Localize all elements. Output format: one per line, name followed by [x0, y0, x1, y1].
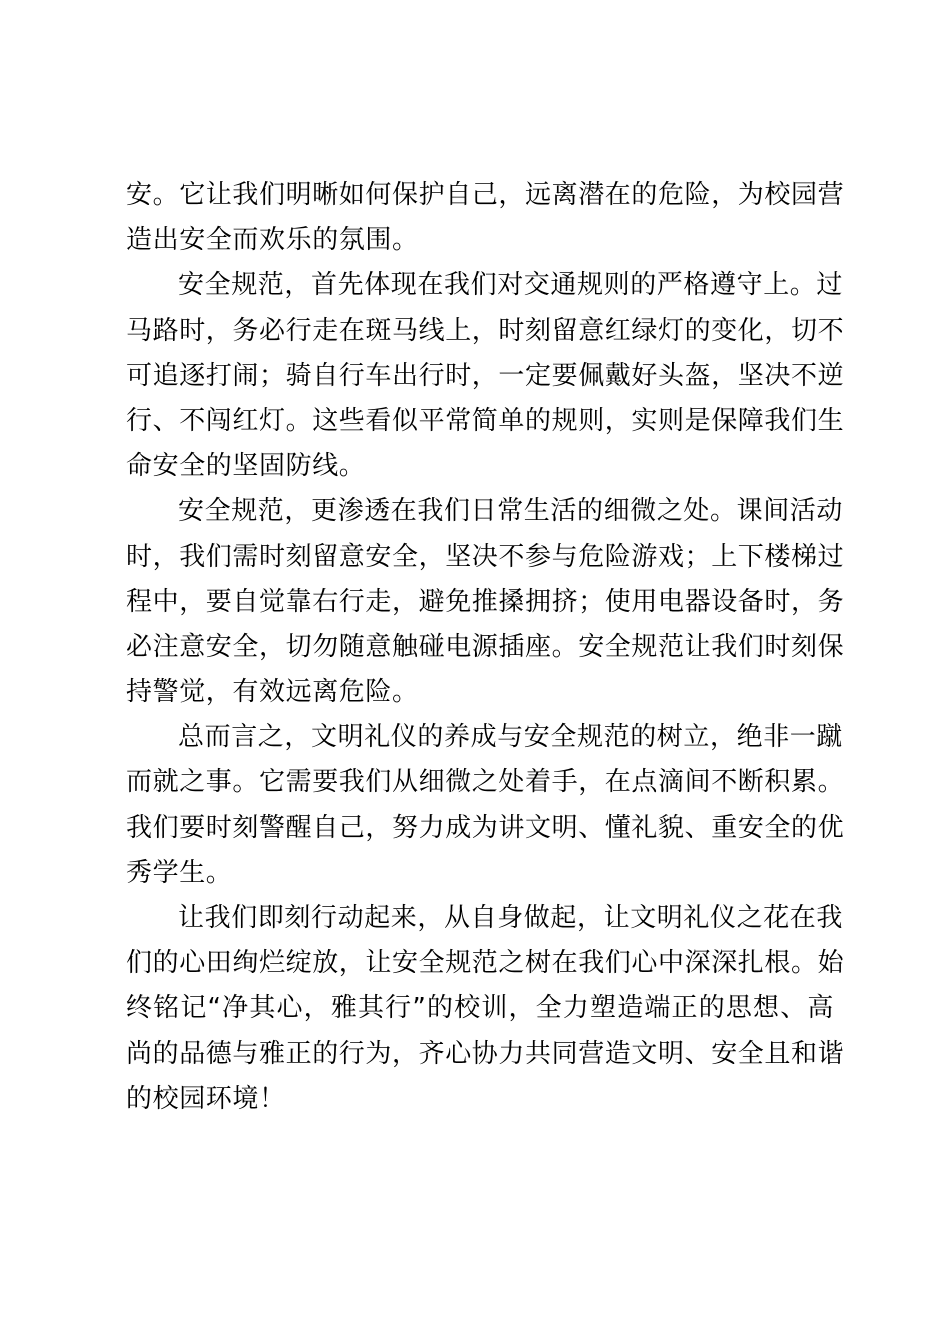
text-line: 造出安全而欢乐的氛围。: [126, 225, 419, 256]
text-line: 的校园环境！: [126, 1083, 286, 1114]
text-line: 持警觉，有效远离危险。: [126, 677, 419, 708]
document-body: [126, 173, 845, 1122]
text-line: 马路时，务必行走在斑马线上，时刻留意红绿灯的变化，切不: [126, 315, 845, 346]
paragraph-3: [126, 489, 845, 715]
paragraph-1: [126, 173, 845, 263]
text-line: 总而言之，文明礼仪的养成与安全规范的树立，绝非一蹴: [178, 722, 844, 753]
paragraph-5: [126, 896, 845, 1122]
text-line: 我们要时刻警醒自己，努力成为讲文明、懂礼貌、重安全的优: [126, 812, 845, 843]
text-line: 而就之事。它需要我们从细微之处着手，在点滴间不断积累。: [126, 767, 845, 798]
text-line: 行、不闯红灯。这些看似平常简单的规则，实则是保障我们生: [126, 405, 845, 436]
text-line: 安全规范，更渗透在我们日常生活的细微之处。课间活动: [178, 496, 844, 527]
text-line: 安全规范，首先体现在我们对交通规则的严格遵守上。过: [178, 270, 844, 301]
text-line: 们的心田绚烂绽放，让安全规范之树在我们心中深深扎根。始: [126, 948, 845, 979]
text-line: 终铭记“净其心，雅其行”的校训，全力塑造端正的思想、高: [126, 993, 834, 1024]
text-line: 时，我们需时刻留意安全，坚决不参与危险游戏；上下楼梯过: [126, 541, 845, 572]
text-line: 尚的品德与雅正的行为，齐心协力共同营造文明、安全且和谐: [126, 1038, 845, 1069]
paragraph-2: [126, 263, 845, 489]
text-line: 安。它让我们明晰如何保护自己，远离潜在的危险，为校园营: [126, 180, 845, 210]
text-line: 可追逐打闹；骑自行车出行时，一定要佩戴好头盔，坚决不逆: [126, 360, 845, 391]
text-line: 让我们即刻行动起来，从自身做起，让文明礼仪之花在我: [178, 903, 844, 933]
text-line: 程中，要自觉靠右行走，避免推搡拥挤；使用电器设备时，务: [126, 586, 845, 617]
paragraph-4: [126, 715, 845, 896]
text-line: 必注意安全，切勿随意触碰电源插座。安全规范让我们时刻保: [126, 631, 845, 662]
text-line: 命安全的坚固防线。: [126, 451, 366, 482]
text-line: 秀学生。: [126, 857, 233, 888]
